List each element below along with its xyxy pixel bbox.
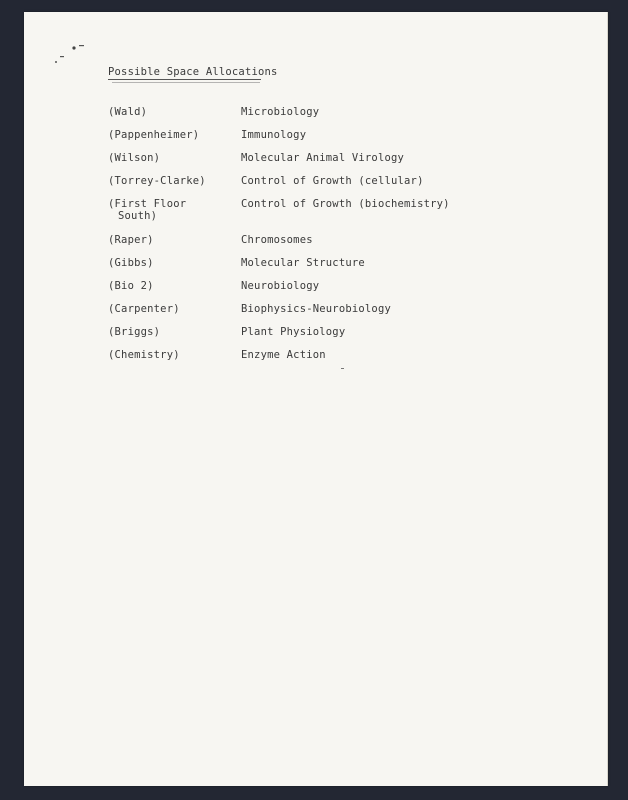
- title-underline-secondary: [112, 82, 260, 83]
- allocation-name: (Carpenter): [108, 303, 180, 315]
- stray-ink-mark: [341, 368, 344, 369]
- allocation-name: (Pappenheimer): [108, 129, 200, 141]
- allocation-field: Molecular Structure: [241, 257, 365, 269]
- allocation-field: Enzyme Action: [241, 349, 326, 361]
- allocation-field: Biophysics-Neurobiology: [241, 303, 391, 315]
- allocation-field: Control of Growth (biochemistry): [241, 198, 450, 210]
- allocation-name: (Gibbs): [108, 257, 154, 269]
- allocation-name: (Briggs): [108, 326, 161, 338]
- allocation-name: (Wilson): [108, 152, 161, 164]
- allocation-name: (Chemistry): [108, 349, 180, 361]
- allocation-name: (First Floor: [108, 198, 187, 210]
- allocation-name-line2: South): [118, 210, 158, 222]
- page-title: Possible Space Allocations: [108, 66, 278, 78]
- allocation-field: Molecular Animal Virology: [241, 152, 405, 164]
- allocation-name: (Torrey-Clarke): [108, 175, 206, 187]
- allocation-field: Chromosomes: [241, 234, 313, 246]
- allocation-field: Microbiology: [241, 106, 320, 118]
- title-underline: [108, 79, 261, 80]
- allocation-field: Plant Physiology: [241, 326, 346, 338]
- allocation-name: (Wald): [108, 106, 148, 118]
- allocation-name: (Bio 2): [108, 280, 154, 292]
- allocation-name: (Raper): [108, 234, 154, 246]
- allocation-field: Neurobiology: [241, 280, 320, 292]
- allocation-field: Control of Growth (cellular): [241, 175, 424, 187]
- ink-specks: [52, 42, 92, 66]
- allocation-field: Immunology: [241, 129, 307, 141]
